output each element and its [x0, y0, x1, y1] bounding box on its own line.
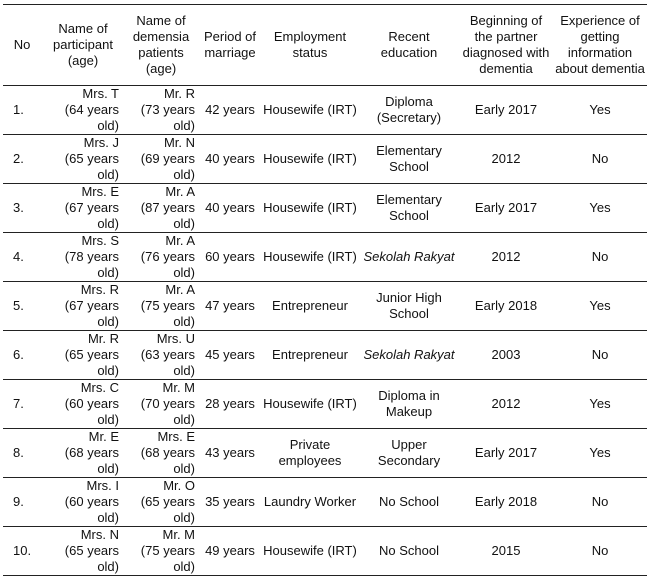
participant-age: (65 years old): [64, 543, 119, 574]
patient-age: (73 years old): [140, 102, 195, 133]
cell-education: Elementary School: [359, 184, 459, 233]
patient-name: Mr. A: [165, 233, 195, 248]
cell-participant: [43, 184, 123, 233]
patient-age: (69 years old): [140, 151, 195, 182]
cell-participant: [43, 135, 123, 184]
cell-employment: Housewife (IRT): [261, 86, 359, 135]
cell-marriage: 42 years: [199, 86, 261, 135]
table-row: [3, 429, 647, 478]
cell-marriage: 60 years: [199, 233, 261, 282]
cell-no: 2.: [3, 135, 43, 184]
patient-name: Mr. R: [163, 86, 195, 101]
patient-name: Mrs. U: [156, 331, 195, 346]
cell-no: 5.: [3, 282, 43, 331]
header-education: Recent education: [359, 5, 459, 86]
cell-no: 4.: [3, 233, 43, 282]
participant-age: (67 years old): [64, 298, 119, 329]
participant-name: Mrs. R: [80, 282, 119, 297]
table-header: [3, 5, 647, 86]
table-row: [3, 184, 647, 233]
cell-patient: [123, 86, 199, 135]
cell-education: Sekolah Rakyat: [359, 233, 459, 282]
participant-name: Mrs. N: [80, 527, 119, 542]
cell-experience: Yes: [553, 380, 647, 429]
table-row: [3, 135, 647, 184]
cell-participant: [43, 86, 123, 135]
cell-employment: Housewife (IRT): [261, 380, 359, 429]
table-row: [3, 380, 647, 429]
participant-name: Mrs. S: [81, 233, 119, 248]
cell-education: Sekolah Rakyat: [359, 331, 459, 380]
table-row: [3, 527, 647, 576]
cell-experience: Yes: [553, 282, 647, 331]
cell-patient: [123, 478, 199, 527]
cell-diagnosed: Early 2017: [459, 429, 553, 478]
cell-participant: [43, 527, 123, 576]
patient-age: (68 years old): [140, 445, 195, 476]
table-row: [3, 331, 647, 380]
cell-education: No School: [359, 527, 459, 576]
cell-diagnosed: 2015: [459, 527, 553, 576]
cell-no: 6.: [3, 331, 43, 380]
cell-diagnosed: Early 2017: [459, 86, 553, 135]
cell-experience: No: [553, 135, 647, 184]
header-employment: Employment status: [261, 5, 359, 86]
cell-experience: No: [553, 233, 647, 282]
header-patient: Name of demensia patients (age): [123, 5, 199, 86]
patient-name: Mrs. E: [157, 429, 195, 444]
cell-no: 9.: [3, 478, 43, 527]
cell-marriage: 47 years: [199, 282, 261, 331]
table-row: [3, 233, 647, 282]
patient-age: (76 years old): [140, 249, 195, 280]
cell-patient: [123, 135, 199, 184]
cell-patient: [123, 380, 199, 429]
patient-age: (65 years old): [140, 494, 195, 525]
cell-experience: No: [553, 331, 647, 380]
cell-employment: Housewife (IRT): [261, 184, 359, 233]
cell-diagnosed: 2012: [459, 233, 553, 282]
participant-age: (60 years old): [64, 396, 119, 427]
cell-participant: [43, 380, 123, 429]
cell-education: Diploma in Makeup: [359, 380, 459, 429]
cell-patient: [123, 233, 199, 282]
cell-education: Upper Secondary: [359, 429, 459, 478]
participant-name: Mrs. E: [81, 184, 119, 199]
cell-diagnosed: Early 2018: [459, 282, 553, 331]
cell-marriage: 49 years: [199, 527, 261, 576]
participant-age: (67 years old): [64, 200, 119, 231]
cell-education: Junior High School: [359, 282, 459, 331]
cell-marriage: 43 years: [199, 429, 261, 478]
patient-name: Mr. M: [162, 527, 195, 542]
cell-employment: Housewife (IRT): [261, 527, 359, 576]
cell-no: 3.: [3, 184, 43, 233]
table-row: [3, 86, 647, 135]
participants-table: [3, 4, 647, 576]
cell-diagnosed: 2012: [459, 135, 553, 184]
cell-no: 1.: [3, 86, 43, 135]
patient-age: (75 years old): [140, 298, 195, 329]
cell-employment: Entrepreneur: [261, 282, 359, 331]
cell-marriage: 28 years: [199, 380, 261, 429]
participant-age: (65 years old): [64, 347, 119, 378]
table-body: [3, 86, 647, 576]
cell-patient: [123, 429, 199, 478]
cell-experience: Yes: [553, 429, 647, 478]
header-participant: Name of participant (age): [43, 5, 123, 86]
header-marriage: Period of marriage: [199, 5, 261, 86]
header-diagnosed: Beginning of the partner diagnosed with dementia: [459, 5, 553, 86]
cell-experience: Yes: [553, 86, 647, 135]
patient-age: (70 years old): [140, 396, 195, 427]
cell-experience: Yes: [553, 184, 647, 233]
cell-participant: [43, 282, 123, 331]
cell-education: Diploma (Secretary): [359, 86, 459, 135]
patient-age: (75 years old): [140, 543, 195, 574]
cell-diagnosed: 2012: [459, 380, 553, 429]
cell-employment: Laundry Worker: [261, 478, 359, 527]
cell-participant: [43, 331, 123, 380]
patient-age: (63 years old): [140, 347, 195, 378]
header-no: No: [3, 5, 43, 86]
participant-age: (68 years old): [64, 445, 119, 476]
patient-name: Mr. A: [165, 184, 195, 199]
header-experience: Experience of getting information about dementia: [553, 5, 647, 86]
cell-participant: [43, 429, 123, 478]
cell-patient: [123, 527, 199, 576]
cell-diagnosed: 2003: [459, 331, 553, 380]
cell-no: 7.: [3, 380, 43, 429]
participant-name: Mrs. T: [82, 86, 119, 101]
patient-name: Mr. M: [162, 380, 195, 395]
participant-name: Mr. E: [88, 429, 119, 444]
participant-name: Mr. R: [87, 331, 119, 346]
cell-employment: Private employees: [261, 429, 359, 478]
cell-participant: [43, 233, 123, 282]
patient-name: Mr. N: [163, 135, 195, 150]
cell-participant: [43, 478, 123, 527]
participant-age: (64 years old): [64, 102, 119, 133]
cell-marriage: 35 years: [199, 478, 261, 527]
cell-marriage: 40 years: [199, 184, 261, 233]
cell-education: No School: [359, 478, 459, 527]
cell-experience: No: [553, 527, 647, 576]
cell-employment: Entrepreneur: [261, 331, 359, 380]
cell-marriage: 40 years: [199, 135, 261, 184]
cell-education: Elementary School: [359, 135, 459, 184]
table-row: [3, 282, 647, 331]
participant-name: Mrs. J: [83, 135, 119, 150]
cell-patient: [123, 331, 199, 380]
participant-age: (65 years old): [64, 151, 119, 182]
cell-experience: No: [553, 478, 647, 527]
participant-age: (60 years old): [64, 494, 119, 525]
patient-name: Mr. A: [165, 282, 195, 297]
cell-diagnosed: Early 2018: [459, 478, 553, 527]
cell-no: 10.: [3, 527, 43, 576]
cell-employment: Housewife (IRT): [261, 233, 359, 282]
patient-name: Mr. O: [163, 478, 195, 493]
cell-diagnosed: Early 2017: [459, 184, 553, 233]
participant-age: (78 years old): [64, 249, 119, 280]
participant-name: Mrs. C: [80, 380, 119, 395]
cell-employment: Housewife (IRT): [261, 135, 359, 184]
cell-patient: [123, 282, 199, 331]
cell-patient: [123, 184, 199, 233]
patient-age: (87 years old): [140, 200, 195, 231]
cell-no: 8.: [3, 429, 43, 478]
participant-name: Mrs. I: [86, 478, 119, 493]
table-row: [3, 478, 647, 527]
cell-marriage: 45 years: [199, 331, 261, 380]
